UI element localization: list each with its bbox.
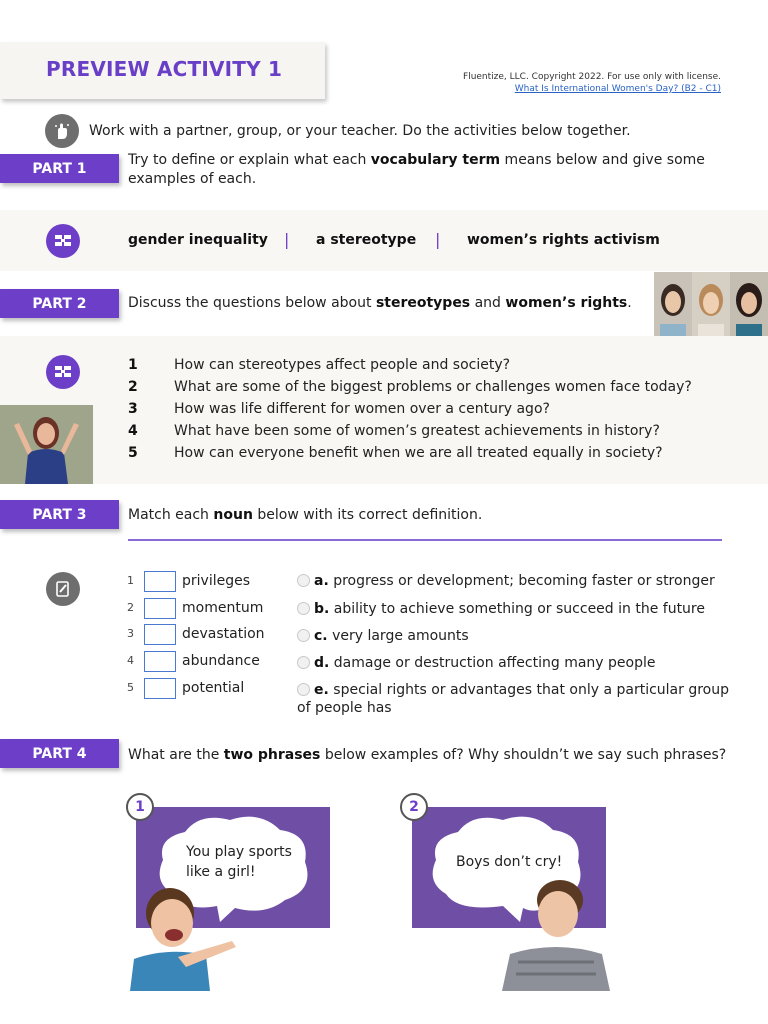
- match-word: privileges: [182, 573, 251, 589]
- match-word: abundance: [182, 653, 260, 669]
- part-3-tag: PART 3: [0, 500, 119, 529]
- pencil-icon: [46, 572, 80, 606]
- word-number: 3: [127, 627, 134, 640]
- boy-thinking-photo: [498, 878, 614, 991]
- definition-radio[interactable]: [297, 629, 310, 642]
- definition-b: b. ability to achieve something or succeed in the future: [314, 601, 705, 617]
- answer-box[interactable]: [144, 598, 176, 619]
- vocab-separator: |: [284, 230, 290, 249]
- answer-box[interactable]: [144, 651, 176, 672]
- group-discussion-icon: [46, 355, 80, 389]
- definition-d: d. damage or destruction affecting many people: [314, 655, 656, 671]
- page-title: PREVIEW ACTIVITY 1: [46, 57, 283, 81]
- question-text: What have been some of women’s greatest achievements in history?: [174, 423, 660, 439]
- lesson-link[interactable]: What Is International Women's Day? (B2 - C1): [514, 84, 721, 94]
- question-number: 1: [128, 357, 138, 373]
- part-1-tag: PART 1: [0, 154, 119, 183]
- definition-radio[interactable]: [297, 656, 310, 669]
- hand-raise-icon: [45, 114, 79, 148]
- definition-c: c. very large amounts: [314, 628, 469, 644]
- question-number: 3: [128, 401, 138, 417]
- part-4-instructions: What are the two phrases below examples of? Why shouldn’t we say such phrases?: [128, 747, 727, 763]
- phrase-number-badge: 2: [400, 793, 428, 821]
- question-number: 2: [128, 379, 138, 395]
- definition-radio[interactable]: [297, 574, 310, 587]
- question-text: How can stereotypes affect people and society?: [174, 357, 511, 373]
- part-2-tag: PART 2: [0, 289, 119, 318]
- answer-box[interactable]: [144, 678, 176, 699]
- vocab-term: a stereotype: [316, 232, 417, 248]
- definition-radio[interactable]: [297, 683, 310, 696]
- group-discussion-icon: [46, 224, 80, 258]
- definition-e: e. special rights or advantages that only a particular group: [314, 682, 729, 698]
- answer-box[interactable]: [144, 571, 176, 592]
- phrase-number-badge: 1: [126, 793, 154, 821]
- definition-a: a. progress or development; becoming faster or stronger: [314, 573, 715, 589]
- boy-pointing-photo: [128, 885, 240, 991]
- part-4-tag: PART 4: [0, 739, 119, 768]
- word-number: 4: [127, 654, 134, 667]
- question-text: What are some of the biggest problems or challenges women face today?: [174, 379, 692, 395]
- question-number: 5: [128, 445, 138, 461]
- match-word: devastation: [182, 626, 265, 642]
- question-text: How was life different for women over a century ago?: [174, 401, 550, 417]
- definition-e-continued: of people has: [297, 700, 392, 716]
- copyright-notice: Fluentize, LLC. Copyright 2022. For use only with license.: [463, 72, 721, 82]
- question-text: How can everyone benefit when we are all treated equally in society?: [174, 445, 663, 461]
- word-number: 2: [127, 601, 134, 614]
- intro-text: Work with a partner, group, or your teacher. Do the activities below together.: [89, 123, 631, 139]
- phrase-1-line-2: like a girl!: [186, 864, 256, 880]
- match-word: potential: [182, 680, 245, 696]
- vocab-term: women’s rights activism: [467, 232, 660, 248]
- word-number: 5: [127, 681, 134, 694]
- part-2-instructions: Discuss the questions below about stereotypes and women’s rights.: [128, 295, 632, 311]
- divider: [128, 539, 722, 541]
- phrase-1-line-1: You play sports: [186, 844, 292, 860]
- part-1-instructions: Try to define or explain what each vocabulary term means below and give some examples of each.: [128, 152, 705, 187]
- question-number: 4: [128, 423, 138, 439]
- vocab-term: gender inequality: [128, 232, 268, 248]
- answer-box[interactable]: [144, 624, 176, 645]
- part-3-instructions: Match each noun below with its correct definition.: [128, 507, 483, 523]
- word-number: 1: [127, 574, 134, 587]
- vocab-separator: |: [435, 230, 441, 249]
- cheering-woman-photo: [0, 405, 93, 484]
- definition-radio[interactable]: [297, 602, 310, 615]
- match-word: momentum: [182, 600, 264, 616]
- phrase-2-text: Boys don’t cry!: [456, 854, 563, 870]
